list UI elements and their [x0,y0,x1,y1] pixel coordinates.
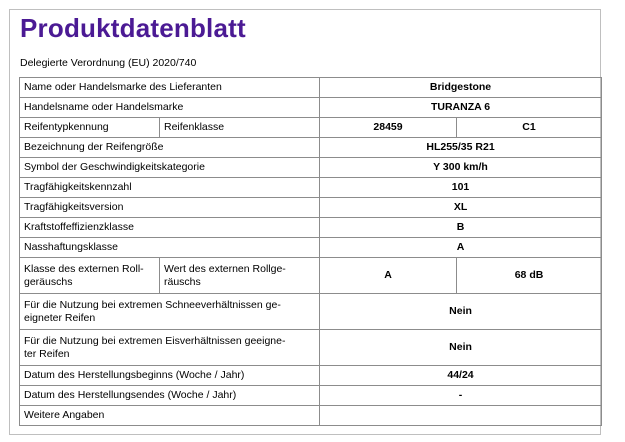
production-end-value: - [320,386,602,406]
table-row [20,258,602,294]
further-info-value [320,406,602,426]
supplier-label: Name oder Handelsmarke des Lieferanten [20,78,320,98]
size-label: Bezeichnung der Reifengröße [20,138,320,158]
table-row [20,98,602,118]
table-row [20,138,602,158]
tyre-type-label: Reifentypkennung [20,118,160,138]
wet-grip-label: Nasshaftungsklasse [20,238,320,258]
page-title: Produktdatenblatt [20,13,246,43]
noise-value-label-line-2: räuschs [164,275,201,288]
snow-label [20,294,320,330]
size-value: HL255/35 R21 [320,138,602,158]
production-start-label: Datum des Herstellungsbeginns (Woche / Jahr) [20,366,320,386]
ice-label [20,330,320,366]
table-row [20,294,602,330]
ice-label-line-2: ter Reifen [24,347,70,360]
wet-grip-value: A [320,238,602,258]
further-info-label: Weitere Angaben [20,406,320,426]
noise-class-label-line-2: geräuschs [24,275,73,288]
noise-value: 68 dB [457,258,602,294]
table-row [20,238,602,258]
snow-value: Nein [320,294,602,330]
production-start-value: 44/24 [320,366,602,386]
trade-name-label: Handelsname oder Handelsmarke [20,98,320,118]
fuel-efficiency-value: B [320,218,602,238]
speed-value: Y 300 km/h [320,158,602,178]
load-version-label: Tragfähigkeitsversion [20,198,320,218]
noise-value-label [160,258,320,294]
product-data-sheet [9,9,601,435]
snow-label-line-2: eigneter Reifen [24,311,96,324]
load-version-value: XL [320,198,602,218]
noise-class-label [20,258,160,294]
table-row [20,158,602,178]
trade-name-value: TURANZA 6 [320,98,602,118]
tyre-class-value: C1 [457,118,602,138]
production-end-label: Datum des Herstellungsendes (Woche / Jahr) [20,386,320,406]
regulation-subtitle: Delegierte Verordnung (EU) 2020/740 [20,57,197,69]
table-row [20,330,602,366]
table-row [20,78,602,98]
fuel-efficiency-label: Kraftstoffeffizienzklasse [20,218,320,238]
noise-value-label-line-1: Wert des externen Rollge- [164,262,286,275]
tyre-class-label: Reifenklasse [160,118,320,138]
supplier-value: Bridgestone [320,78,602,98]
table-row [20,406,602,426]
speed-label: Symbol der Geschwindigkeitskategorie [20,158,320,178]
ice-label-line-1: Für die Nutzung bei extremen Eisverhältnissen geeigne- [24,334,286,347]
tyre-type-value: 28459 [320,118,457,138]
table-row [20,386,602,406]
noise-class-value: A [320,258,457,294]
table-row [20,178,602,198]
load-index-value: 101 [320,178,602,198]
snow-label-line-1: Für die Nutzung bei extremen Schneeverhältnissen ge- [24,298,281,311]
noise-class-label-line-1: Klasse des externen Roll- [24,262,144,275]
table-row [20,366,602,386]
table-row [20,198,602,218]
product-data-table [19,77,602,426]
table-row [20,218,602,238]
load-index-label: Tragfähigkeitskennzahl [20,178,320,198]
ice-value: Nein [320,330,602,366]
table-row [20,118,602,138]
